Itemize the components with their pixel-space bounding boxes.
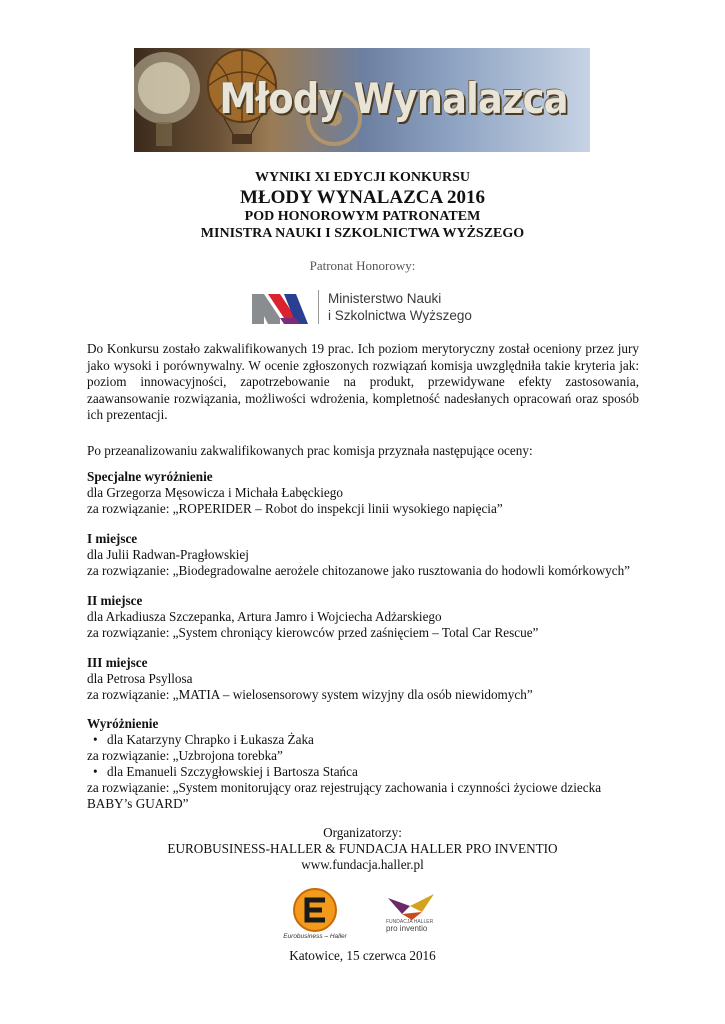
patronat-label: Patronat Honorowy: [309, 258, 416, 273]
distinction-item-1-solution: za rozwiązanie: „Uzbrojona torebka” [87, 748, 283, 763]
award-title: Wyróżnienie [87, 716, 159, 731]
eurobusiness-logo-icon [282, 888, 348, 932]
award-solution: za rozwiązanie: „ROPERIDER – Robot do inspekcji linii wysokiego napięcia” [87, 501, 503, 516]
distinction-item-2-recipients: • dla Emanueli Szczygłowskiej i Bartosza Stańca [87, 764, 639, 780]
award-title: II miejsce [87, 593, 143, 608]
award-third-place [87, 655, 667, 703]
header-line-4: MINISTRA NAUKI I SZKOLNICTWA WYŻSZEGO [200, 226, 525, 241]
header-title: MŁODY WYNALAZCA 2016 [240, 187, 485, 208]
banner-image [134, 48, 590, 152]
intro-paragraph: Do Konkursu zostało zakwalifikowanych 19 prac. Ich poziom merytoryczny został oceniony przez jury jako wysoki i porównywalny. W ocenie zgłoszonych rozwiązań komisja uwzględniła takie kryteria jak: poziom innowacyjności, zapotrzebowanie na produkt, przewidywane efekty zastosowania, zaawansowanie rozwiązania, możliwości wdrożenia, kompletność nadesłanych opracowań oraz sposób ich prezentacji. [87, 341, 639, 422]
organizers-names: EUROBUSINESS-HALLER & FUNDACJA HALLER PRO INVENTIO [167, 841, 558, 856]
fundacja-logo-line-2: pro inventio [386, 924, 428, 933]
header-line-3: POD HONOROWYM PATRONATEM [244, 209, 481, 224]
award-solution: za rozwiązanie: „MATIA – wielosensorowy system wizyjny dla osób niewidomych” [87, 687, 533, 702]
award-distinction [87, 716, 639, 812]
award-title: III miejsce [87, 655, 148, 670]
award-recipients: dla Julii Radwan-Pragłowskiej [87, 547, 249, 562]
footer-place-date: Katowice, 15 czerwca 2016 [289, 948, 436, 963]
fundacja-haller-logo [386, 892, 442, 932]
ministry-divider [318, 290, 319, 324]
eurobusiness-haller-logo [282, 888, 348, 946]
award-recipients: dla Petrosa Psyllosa [87, 671, 193, 686]
award-special [87, 469, 667, 517]
header-line-1: WYNIKI XI EDYCJI KONKURSU [254, 170, 471, 185]
award-recipients: dla Arkadiusza Szczepanka, Artura Jamro i Wojciecha Adżarskiego [87, 609, 442, 624]
banner-title: Młody Wynalazca [219, 74, 568, 123]
ministry-mark-icon [250, 288, 310, 328]
ministry-name-line-2: i Szkolnictwa Wyższego [328, 308, 472, 323]
lead-paragraph: Po przeanalizowaniu zakwalifikowanych prac komisja przyznała następujące oceny: [87, 443, 533, 458]
award-title: I miejsce [87, 531, 138, 546]
award-title: Specjalne wyróżnienie [87, 469, 213, 484]
organizers-url[interactable]: www.fundacja.haller.pl [301, 857, 424, 872]
ministry-logo [250, 288, 480, 328]
ministry-name [328, 290, 472, 324]
fundacja-logo-line-1: FUNDACJA HALLER [386, 919, 434, 925]
award-recipients: dla Grzegorza Męsowicza i Michała Łabęckiego [87, 485, 343, 500]
fundacja-bird-icon [386, 892, 436, 920]
award-solution: za rozwiązanie: „System chroniący kierowców przed zaśnięciem – Total Car Rescue” [87, 625, 539, 640]
distinction-item-1-recipients: • dla Katarzyny Chrapko i Łukasza Żaka [87, 732, 639, 748]
eurobusiness-logo-text: Eurobusiness – Haller [283, 933, 347, 940]
ministry-name-line-1: Ministerstwo Nauki [328, 291, 442, 306]
award-second-place [87, 593, 667, 641]
award-first-place [87, 531, 667, 579]
award-solution: za rozwiązanie: „Biodegradowalne aerożele chitozanowe jako rusztowania do hodowli komórkowych” [87, 563, 631, 578]
distinction-item-2-solution: za rozwiązanie: „System monitorujący oraz rejestrujący zachowania i czynności życiowe dziecka BABY’s GUARD” [87, 780, 602, 811]
organizers-label: Organizatorzy: [323, 825, 402, 840]
